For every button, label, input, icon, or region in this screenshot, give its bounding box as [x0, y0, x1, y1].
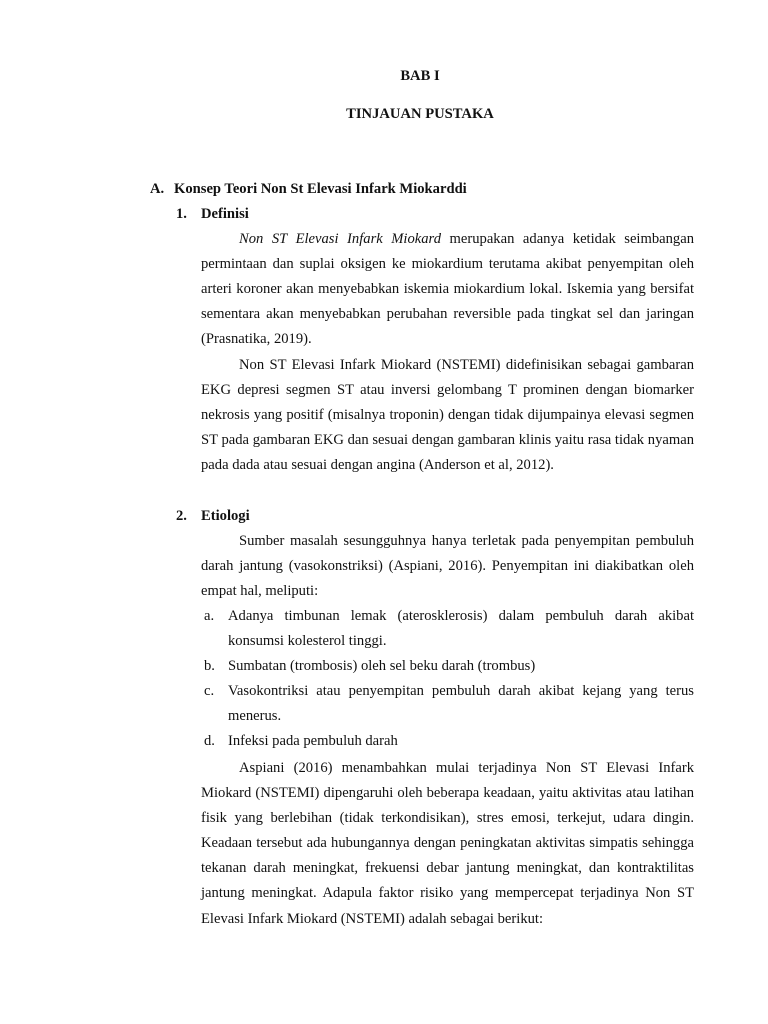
section-a-title: Konsep Teori Non St Elevasi Infark Miokarddi [174, 181, 467, 197]
definition-paragraph-1-text: merupakan adanya ketidak seimbangan permintaan dan suplai oksigen ke miokardium terutama akibat penyempitan oleh arteri koroner akan menyebabkan iskemia miokardium lokal. Iskemia yang bersifat sementara akan menyebabkan perubahan reversible pada tingkat sel dan jaringan (Prasnatika, 2019). [201, 231, 694, 348]
etiology-list [201, 604, 694, 755]
etiology-paragraph-2 [201, 756, 694, 932]
definition-paragraph-2-text: Non ST Elevasi Infark Miokard (NSTEMI) didefinisikan sebagai gambaran EKG depresi segmen ST atau inversi gelombang T prominen dengan biomarker nekrosis yang positif (misalnya troponin) dengan tidak dijumpainya elevasi segmen ST pada gambaran EKG dan sesuai dengan gambaran klinis yaitu rasa tidak nyaman pada dada atau sesuai dengan angina (Anderson et al, 2012). [201, 357, 694, 474]
definition-paragraph-2 [201, 353, 694, 478]
list-item-text: Sumbatan (trombosis) oleh sel beku darah (trombus) [228, 658, 536, 675]
list-item [201, 654, 694, 679]
section-a-label: A. [150, 181, 165, 197]
list-item-text: Infeksi pada pembuluh darah [228, 733, 398, 750]
chapter-number: BAB I [400, 68, 440, 84]
list-item-marker: b. [204, 658, 215, 675]
subsection-1-heading [176, 205, 249, 223]
list-item [201, 604, 694, 654]
etiology-paragraph-2-text: Aspiani (2016) menambahkan mulai terjadinya Non ST Elevasi Infark Miokard (NSTEMI) dipengaruhi oleh beberapa keadaan, yaitu aktivitas atau latihan fisik yang berlebihan (tidak terkondisikan), stres emosi, terkejut, udara dingin. Keadaan tersebut ada hubungannya dengan peningkatan aktivitas simpatis sehingga tekanan darah meningkat, frekuensi debar jantung meningkat, dan kontraktilitas jantung meningkat. Adapula faktor risiko yang mempercepat terjadinya Non ST Elevasi Infark Miokard (NSTEMI) adalah sebagai berikut: [201, 760, 694, 927]
subsection-2-title: Etiologi [201, 508, 250, 524]
list-item [201, 729, 694, 754]
subsection-1-title: Definisi [201, 206, 249, 222]
subsection-2-number: 2. [176, 508, 187, 524]
list-item-marker: d. [204, 733, 215, 750]
etiology-paragraph-1-text: Sumber masalah sesungguhnya hanya terletak pada penyempitan pembuluh darah jantung (vasokonstriksi) (Aspiani, 2016). Penyempitan ini diakibatkan oleh empat hal, meliputi: [201, 533, 694, 600]
subsection-2-heading [176, 507, 250, 525]
list-item-marker: c. [204, 683, 215, 700]
definition-paragraph-1 [201, 227, 694, 352]
list-item-text: Adanya timbunan lemak (aterosklerosis) dalam pembuluh darah akibat konsumsi kolesterol tinggi. [228, 608, 694, 650]
definition-italic-term: Non ST Elevasi Infark Miokard [239, 231, 441, 247]
chapter-title: TINJAUAN PUSTAKA [346, 106, 494, 122]
section-a-heading [150, 180, 467, 198]
list-item-marker: a. [204, 608, 215, 624]
subsection-1-number: 1. [176, 206, 187, 222]
etiology-paragraph-1 [201, 529, 694, 604]
list-item [201, 679, 694, 729]
list-item-text: Vasokontriksi atau penyempitan pembuluh darah akibat kejang yang terus menerus. [228, 683, 694, 725]
